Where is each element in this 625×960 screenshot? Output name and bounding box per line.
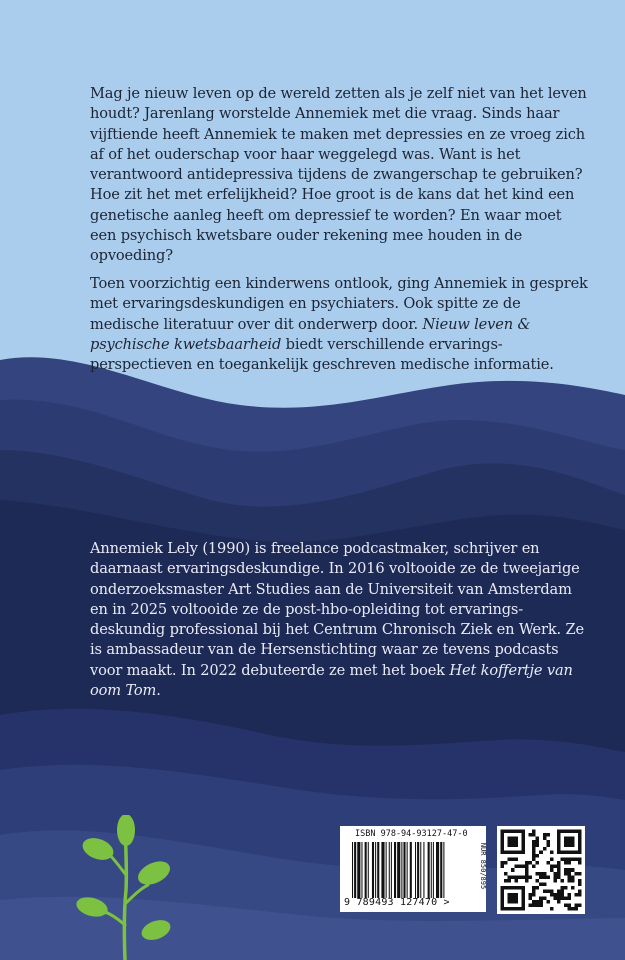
book-title-italic: Nieuw leven & psychische kwetsbaarheid — [90, 315, 531, 353]
barcode-bar — [361, 842, 362, 898]
barcode-bar — [354, 842, 356, 898]
barcode-bar — [420, 842, 421, 898]
barcode-bar — [365, 842, 367, 898]
barcode-digits: 9 789493 127470 > — [344, 897, 450, 908]
barcode-bar — [386, 842, 387, 898]
author-bio — [90, 539, 590, 701]
barcode-bar — [368, 842, 369, 898]
qr-code[interactable] — [497, 826, 585, 914]
sprout-icon — [70, 815, 190, 960]
barcode-bar — [401, 842, 402, 898]
barcode-bar — [389, 842, 390, 898]
barcode-bar — [394, 842, 396, 898]
barcode-bar — [410, 842, 412, 898]
barcode-bar — [397, 842, 400, 898]
barcode-bar — [433, 842, 434, 898]
author-bio-start: Annemiek Lely (1990) is freelance podcastmaker, schrijver en daarnaast ervaringsdeskundige. In 2016 voltooide ze de tweejarige onderzoeksmaster Art Studies aan de Universiteit van Amsterdam en in 2025 voltooide ze de post-hbo-opleiding tot ervarings-deskundig professional bij het Centrum Chronisch Ziek en Werk. Ze is ambassadeur van de Hersenstichting waar ze tevens podcasts voor maakt. In 2022 debuteerde ze met het boek — [90, 540, 584, 679]
blurb-paragraph-2-end: biedt verschillende ervarings-perspectieven en toegankelijk geschreven medische informatie. — [90, 335, 554, 374]
barcode-bar — [415, 842, 416, 898]
barcode-bar — [403, 842, 405, 898]
barcode-bar — [417, 842, 419, 898]
barcode-bar — [423, 842, 424, 898]
debut-title-italic: Het koffertje van oom Tom — [90, 661, 573, 700]
blurb-paragraph-1: Mag je nieuw leven op de wereld zetten als je zelf niet van het leven houdt? Jarenlang worstelde Annemiek met die vraag. Sinds haar vijftiende heeft Annemiek te maken met depressies en ze vroeg zich af of het ouderschap voor haar weggelegd was. Want is het verantwoord antidepressiva tijdens de zwangerschap te gebruiken? Hoe zit het met erfelijkheid? Hoe groot is de kans dat het kind een genetische aanleg heeft om depressief te worden? En waar moet een psychisch kwetsbare ouder rekening mee houden in de opvoeding? — [90, 85, 587, 265]
barcode-bar — [381, 842, 384, 898]
barcode-bar — [407, 842, 408, 898]
barcode — [340, 826, 486, 912]
barcode-bar — [357, 842, 360, 898]
blurb-paragraph-2 — [90, 274, 590, 375]
barcode-bar — [391, 842, 392, 898]
author-bio-end: . — [156, 682, 161, 700]
barcode-bars — [352, 842, 476, 898]
isbn-label: ISBN 978-94-93127-47-0 — [355, 829, 468, 839]
barcode-bar — [436, 842, 439, 898]
barcode-bar — [428, 842, 430, 898]
barcode-bar — [431, 842, 432, 898]
barcode-bar — [377, 842, 379, 898]
barcode-bar — [440, 842, 442, 898]
barcode-bar — [372, 842, 374, 898]
barcode-bar — [443, 842, 444, 898]
barcode-bar — [375, 842, 376, 898]
blurb-paragraph-2-start: Toen voorzichtig een kinderwens ontlook, ging Annemiek in gesprek met ervaringsdeskundigen en psychiaters. Ook spitte ze de medische literatuur over dit onderwerp door. — [90, 275, 588, 333]
nur-label: NUR 850/895 — [479, 842, 487, 890]
barcode-bar — [352, 842, 353, 898]
nur-code — [476, 830, 490, 912]
